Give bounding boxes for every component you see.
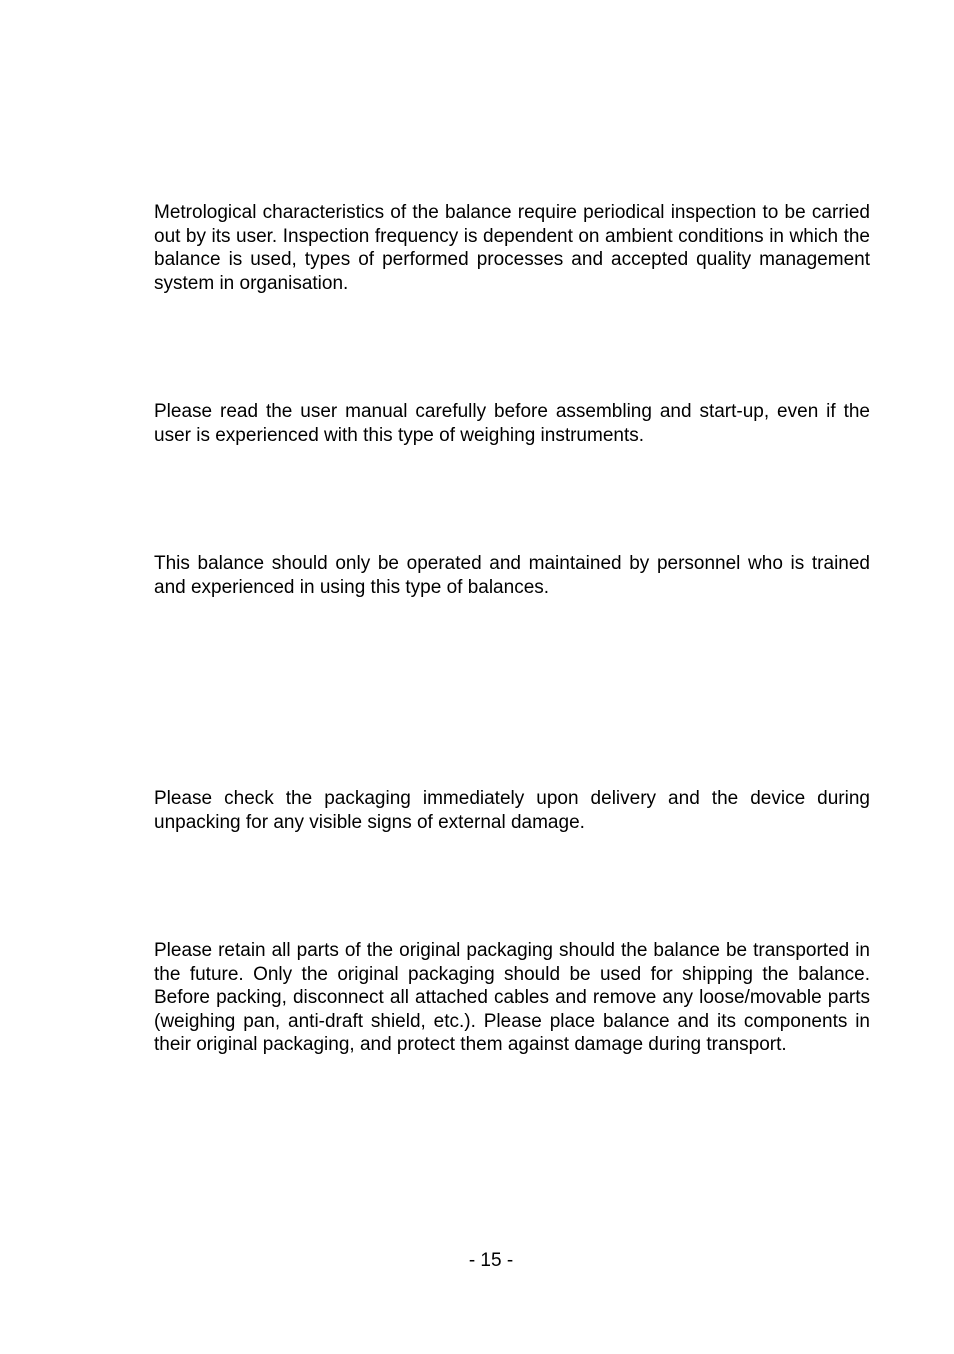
page-number: - 15 -: [468, 1250, 514, 1271]
retain-packaging-paragraph: Please retain all parts of the original packaging should the balance be transported in the future. Only the original packaging should be used for shipping the balance. Before packing, disconnect all attached cables and remove any loose/movable parts (weighing pan, anti-draft shield, etc.). Please place balance and its components in their original packaging, and protect them against damage during transport.: [154, 940, 870, 1056]
read-manual-paragraph: Please read the user manual carefully before assembling and start-up, even if the user is experienced with this type of weighing instruments.: [154, 401, 870, 446]
check-packaging-paragraph: Please check the packaging immediately upon delivery and the device during unpacking for any visible signs of external damage.: [154, 788, 870, 833]
inspection-paragraph: Metrological characteristics of the balance require periodical inspection to be carried out by its user. Inspection frequency is dependent on ambient conditions in which the balance is used, types of performed processes and accepted quality management system in organisation.: [154, 202, 870, 294]
personnel-paragraph: This balance should only be operated and maintained by personnel who is trained and experienced in using this type of balances.: [154, 553, 870, 598]
